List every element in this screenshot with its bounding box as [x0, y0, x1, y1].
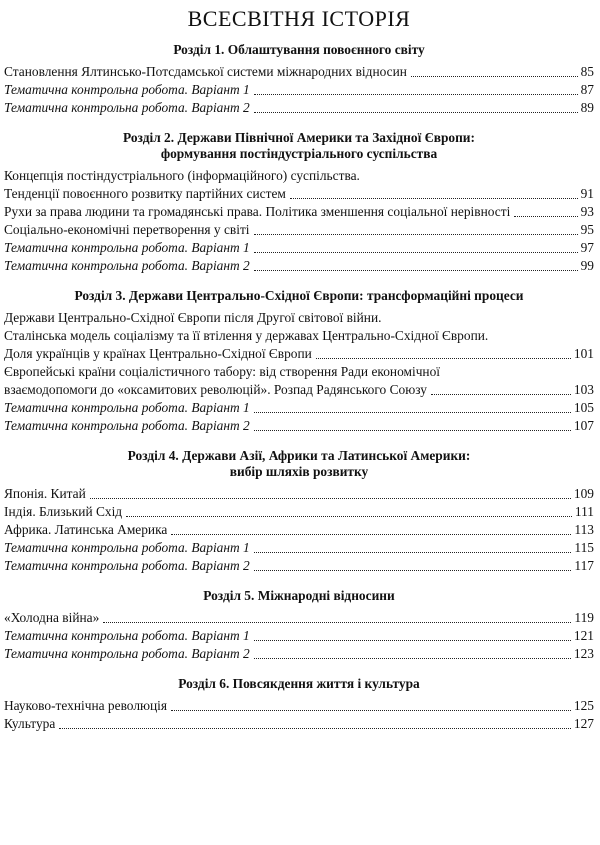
section-heading: Розділ 3. Держави Центрально-Східної Європи: трансформаційні процеси [74, 288, 524, 303]
dot-leader [90, 498, 571, 499]
entry-text-line: Держави Центрально-Східної Європи після Другої світової війни. [4, 310, 382, 325]
toc-entry[interactable] [4, 185, 594, 203]
dot-leader [254, 234, 578, 235]
entry-title: Тенденції повоєнного розвитку партійних систем [4, 186, 286, 201]
section-heading: Розділ 2. Держави Північної Америки та Західної Європи: [123, 130, 475, 145]
entry-title: Тематична контрольна робота. Варіант 1 [4, 628, 250, 643]
toc-entry[interactable] [4, 399, 594, 417]
page-number: 111 [574, 504, 594, 519]
entry-title: Японія. Китай [4, 486, 86, 501]
entry-title: Науково-технічна революція [4, 698, 168, 713]
table-of-contents [4, 42, 594, 733]
toc-entry[interactable] [4, 381, 594, 399]
toc-section [4, 130, 594, 275]
toc-entry[interactable] [4, 203, 594, 221]
page-number: 101 [573, 346, 594, 361]
page-number: 99 [580, 258, 594, 273]
dot-leader [254, 658, 571, 659]
dot-leader [254, 252, 578, 253]
dot-leader [171, 534, 571, 535]
entry-title: Тематична контрольна робота. Варіант 1 [4, 400, 250, 415]
toc-entry[interactable] [4, 645, 594, 663]
page-number: 97 [580, 240, 594, 255]
entry-title: «Холодна війна» [4, 610, 100, 625]
dot-leader [171, 710, 571, 711]
toc-entry[interactable] [4, 521, 594, 539]
dot-leader [254, 412, 571, 413]
entry-title: Доля українців у країнах Центрально-Східної Європи [4, 346, 312, 361]
dot-leader [254, 640, 571, 641]
page-number: 123 [573, 646, 594, 661]
page-number: 85 [580, 64, 594, 79]
entry-title: взаємодопомоги до «оксамитових революцій». Розпад Радянського Союзу [4, 382, 427, 397]
dot-leader [254, 430, 571, 431]
toc-section [4, 448, 594, 575]
dot-leader [316, 358, 571, 359]
dot-leader [103, 622, 571, 623]
page-number: 117 [574, 558, 594, 573]
entry-title: Культура [4, 716, 56, 731]
dot-leader [254, 94, 578, 95]
entry-title: Соціально-економічні перетворення у світі [4, 222, 250, 237]
dot-leader [254, 270, 578, 271]
toc-entry[interactable] [4, 257, 594, 275]
page-number: 91 [580, 186, 594, 201]
toc-section [4, 42, 594, 117]
section-heading: Розділ 6. Повсякдення життя і культура [178, 676, 420, 691]
page-number: 93 [580, 204, 594, 219]
section-heading: вибір шляхів розвитку [229, 464, 369, 479]
page-number: 113 [574, 522, 594, 537]
section-heading: формування постіндустріального суспільства [160, 146, 438, 161]
toc-entry[interactable] [4, 63, 594, 81]
page-number: 95 [580, 222, 594, 237]
entry-title: Рухи за права людини та громадянські права. Політика зменшення соціальної нерівності [4, 204, 511, 219]
dot-leader [431, 394, 571, 395]
toc-entry[interactable] [4, 417, 594, 435]
page-number: 127 [573, 716, 594, 731]
entry-title: Тематична контрольна робота. Варіант 1 [4, 540, 250, 555]
section-heading: Розділ 1. Облаштування повоєнного світу [173, 42, 425, 57]
toc-entry[interactable] [4, 609, 594, 627]
dot-leader [514, 216, 577, 217]
page-number: 89 [580, 100, 594, 115]
entry-text-line: Концепція постіндустріального (інформаційного) суспільства. [4, 168, 360, 183]
page-number: 119 [574, 610, 594, 625]
toc-entry[interactable] [4, 557, 594, 575]
page-number: 121 [573, 628, 594, 643]
entry-title: Тематична контрольна робота. Варіант 1 [4, 82, 250, 97]
entry-text-line: Сталінська модель соціалізму та її втілення у державах Центрально-Східної Європи. [4, 328, 489, 343]
page-number: 109 [573, 486, 594, 501]
dot-leader [254, 552, 572, 553]
toc-entry[interactable] [4, 539, 594, 557]
entry-title: Індія. Близький Схід [4, 504, 123, 519]
toc-entry[interactable] [4, 503, 594, 521]
page-title: ВСЕСВІТНЯ ІСТОРІЯ [187, 6, 411, 31]
toc-entry[interactable] [4, 697, 594, 715]
page-number: 107 [573, 418, 594, 433]
page-number: 125 [573, 698, 594, 713]
dot-leader [290, 198, 578, 199]
toc-entry[interactable] [4, 81, 594, 99]
page-number: 105 [573, 400, 594, 415]
section-heading: Розділ 4. Держави Азії, Африки та Латинської Америки: [127, 448, 471, 463]
entry-title: Тематична контрольна робота. Варіант 2 [4, 646, 250, 661]
toc-entry[interactable] [4, 627, 594, 645]
dot-leader [411, 76, 578, 77]
dot-leader [59, 728, 571, 729]
section-heading: Розділ 5. Міжнародні відносини [203, 588, 395, 603]
toc-entry[interactable] [4, 485, 594, 503]
dot-leader [126, 516, 572, 517]
entry-title: Тематична контрольна робота. Варіант 2 [4, 100, 250, 115]
toc-entry[interactable] [4, 99, 594, 117]
dot-leader [254, 570, 572, 571]
entry-text-line: Європейські країни соціалістичного табору: від створення Ради економічної [4, 364, 441, 379]
entry-title: Тематична контрольна робота. Варіант 2 [4, 258, 250, 273]
toc-entry[interactable] [4, 345, 594, 363]
entry-title: Африка. Латинська Америка [4, 522, 168, 537]
entry-title: Тематична контрольна робота. Варіант 1 [4, 240, 250, 255]
entry-title: Тематична контрольна робота. Варіант 2 [4, 558, 250, 573]
toc-section [4, 588, 594, 663]
page-number: 115 [574, 540, 594, 555]
toc-section [4, 288, 594, 435]
entry-title: Становлення Ялтинсько-Потсдамської системи міжнародних відносин [4, 64, 407, 79]
page-number: 103 [573, 382, 594, 397]
toc-entry[interactable] [4, 221, 594, 239]
toc-section [4, 676, 594, 733]
toc-entry[interactable] [4, 239, 594, 257]
entry-title: Тематична контрольна робота. Варіант 2 [4, 418, 250, 433]
page-number: 87 [580, 82, 594, 97]
dot-leader [254, 112, 578, 113]
toc-entry[interactable] [4, 715, 594, 733]
